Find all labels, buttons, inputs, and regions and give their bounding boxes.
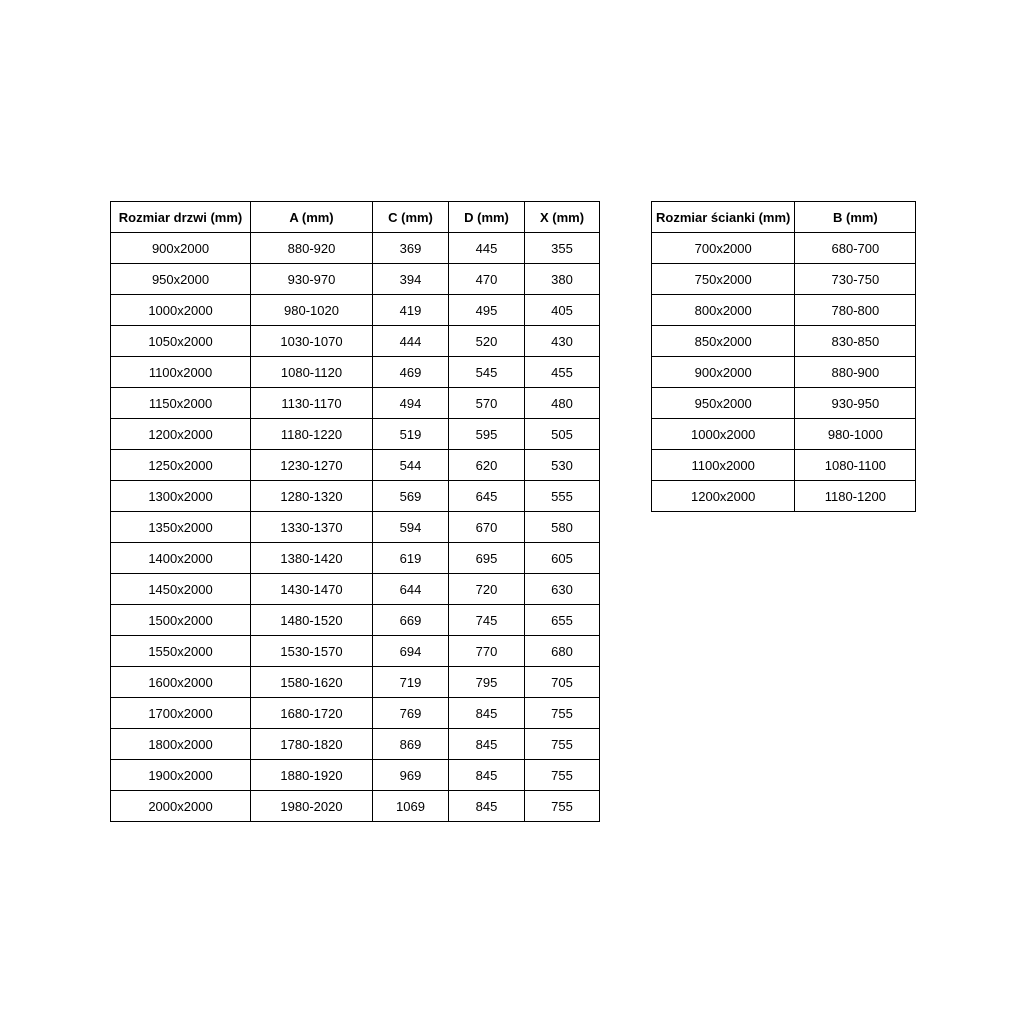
table-cell: 580	[525, 512, 600, 543]
column-header: D (mm)	[449, 202, 525, 233]
table-cell: 1550x2000	[111, 636, 251, 667]
table-row	[111, 791, 600, 822]
table-row	[111, 605, 600, 636]
table-cell: 430	[525, 326, 600, 357]
table-cell: 845	[449, 760, 525, 791]
table-cell: 405	[525, 295, 600, 326]
table-cell: 1330-1370	[251, 512, 373, 543]
table-cell: 755	[525, 729, 600, 760]
column-header: Rozmiar ścianki (mm)	[652, 202, 795, 233]
table-cell: 770	[449, 636, 525, 667]
table-cell: 644	[373, 574, 449, 605]
table-cell: 745	[449, 605, 525, 636]
table-cell: 530	[525, 450, 600, 481]
table-cell: 1280-1320	[251, 481, 373, 512]
table-cell: 1300x2000	[111, 481, 251, 512]
table-cell: 845	[449, 791, 525, 822]
table-cell: 1100x2000	[111, 357, 251, 388]
table-cell: 720	[449, 574, 525, 605]
table-cell: 730-750	[795, 264, 916, 295]
table-cell: 1069	[373, 791, 449, 822]
table-cell: 1780-1820	[251, 729, 373, 760]
table-cell: 1180-1220	[251, 419, 373, 450]
table-cell: 680-700	[795, 233, 916, 264]
table-cell: 469	[373, 357, 449, 388]
table-body	[111, 233, 600, 822]
table-cell: 900x2000	[111, 233, 251, 264]
table-row	[111, 233, 600, 264]
column-header: Rozmiar drzwi (mm)	[111, 202, 251, 233]
table-cell: 680	[525, 636, 600, 667]
table-row	[111, 636, 600, 667]
table-cell: 419	[373, 295, 449, 326]
table-cell: 930-970	[251, 264, 373, 295]
table-cell: 594	[373, 512, 449, 543]
table-cell: 495	[449, 295, 525, 326]
header-row	[652, 202, 916, 233]
table-cell: 750x2000	[652, 264, 795, 295]
table-cell: 570	[449, 388, 525, 419]
table-cell: 445	[449, 233, 525, 264]
table-cell: 620	[449, 450, 525, 481]
table-cell: 694	[373, 636, 449, 667]
table-cell: 355	[525, 233, 600, 264]
table-cell: 1000x2000	[652, 419, 795, 450]
table-cell: 520	[449, 326, 525, 357]
table-cell: 470	[449, 264, 525, 295]
table-cell: 980-1020	[251, 295, 373, 326]
table-cell: 494	[373, 388, 449, 419]
table-cell: 630	[525, 574, 600, 605]
table-cell: 980-1000	[795, 419, 916, 450]
table-cell: 1130-1170	[251, 388, 373, 419]
table-cell: 1800x2000	[111, 729, 251, 760]
table-row	[652, 419, 916, 450]
wall-dimensions-table	[651, 201, 916, 512]
table-cell: 780-800	[795, 295, 916, 326]
table-cell: 655	[525, 605, 600, 636]
table-cell: 380	[525, 264, 600, 295]
table-row	[111, 760, 600, 791]
column-header: X (mm)	[525, 202, 600, 233]
table-cell: 755	[525, 791, 600, 822]
table-cell: 369	[373, 233, 449, 264]
column-header: A (mm)	[251, 202, 373, 233]
table-row	[111, 326, 600, 357]
table-cell: 1450x2000	[111, 574, 251, 605]
table-cell: 545	[449, 357, 525, 388]
table-cell: 569	[373, 481, 449, 512]
table-cell: 900x2000	[652, 357, 795, 388]
table-row	[652, 233, 916, 264]
table-cell: 480	[525, 388, 600, 419]
table-cell: 1530-1570	[251, 636, 373, 667]
column-header: B (mm)	[795, 202, 916, 233]
table-cell: 2000x2000	[111, 791, 251, 822]
table-cell: 1680-1720	[251, 698, 373, 729]
table-cell: 1900x2000	[111, 760, 251, 791]
table-cell: 845	[449, 698, 525, 729]
table-row	[652, 357, 916, 388]
table-row	[111, 543, 600, 574]
table-cell: 795	[449, 667, 525, 698]
table-row	[111, 419, 600, 450]
table-cell: 605	[525, 543, 600, 574]
table-cell: 1200x2000	[111, 419, 251, 450]
table-cell: 950x2000	[111, 264, 251, 295]
table-row	[652, 326, 916, 357]
table-row	[652, 388, 916, 419]
table-header	[111, 202, 600, 233]
table-cell: 1050x2000	[111, 326, 251, 357]
table-cell: 645	[449, 481, 525, 512]
table-cell: 595	[449, 419, 525, 450]
table-row	[111, 295, 600, 326]
table-cell: 1580-1620	[251, 667, 373, 698]
table-cell: 880-920	[251, 233, 373, 264]
table-row	[111, 574, 600, 605]
table-cell: 1700x2000	[111, 698, 251, 729]
table-row	[111, 667, 600, 698]
table-cell: 1430-1470	[251, 574, 373, 605]
table-cell: 850x2000	[652, 326, 795, 357]
table-cell: 830-850	[795, 326, 916, 357]
table-cell: 700x2000	[652, 233, 795, 264]
table-cell: 1600x2000	[111, 667, 251, 698]
table-cell: 394	[373, 264, 449, 295]
table-row	[111, 512, 600, 543]
table-cell: 1080-1100	[795, 450, 916, 481]
table-cell: 670	[449, 512, 525, 543]
door-dimensions-table	[110, 201, 600, 822]
table-cell: 930-950	[795, 388, 916, 419]
table-cell: 719	[373, 667, 449, 698]
table-cell: 519	[373, 419, 449, 450]
table-cell: 1880-1920	[251, 760, 373, 791]
table-cell: 1480-1520	[251, 605, 373, 636]
table-cell: 1030-1070	[251, 326, 373, 357]
table-cell: 869	[373, 729, 449, 760]
table-cell: 1350x2000	[111, 512, 251, 543]
table-cell: 1250x2000	[111, 450, 251, 481]
table-cell: 950x2000	[652, 388, 795, 419]
table-cell: 1080-1120	[251, 357, 373, 388]
table-cell: 444	[373, 326, 449, 357]
column-header: C (mm)	[373, 202, 449, 233]
table-cell: 755	[525, 760, 600, 791]
table-cell: 544	[373, 450, 449, 481]
table-row	[111, 357, 600, 388]
table-row	[111, 264, 600, 295]
table-cell: 1200x2000	[652, 481, 795, 512]
table-cell: 695	[449, 543, 525, 574]
table-cell: 669	[373, 605, 449, 636]
table-cell: 1500x2000	[111, 605, 251, 636]
table-cell: 800x2000	[652, 295, 795, 326]
table-cell: 619	[373, 543, 449, 574]
table-cell: 1000x2000	[111, 295, 251, 326]
table-cell: 555	[525, 481, 600, 512]
table-cell: 1100x2000	[652, 450, 795, 481]
table-row	[111, 388, 600, 419]
table-cell: 1180-1200	[795, 481, 916, 512]
table-cell: 1230-1270	[251, 450, 373, 481]
table-row	[652, 481, 916, 512]
table-cell: 1400x2000	[111, 543, 251, 574]
table-cell: 969	[373, 760, 449, 791]
table-row	[652, 295, 916, 326]
table-row	[652, 450, 916, 481]
table-cell: 845	[449, 729, 525, 760]
table-header	[652, 202, 916, 233]
table-cell: 1380-1420	[251, 543, 373, 574]
table-row	[111, 698, 600, 729]
table-cell: 769	[373, 698, 449, 729]
table-row	[111, 481, 600, 512]
table-cell: 1150x2000	[111, 388, 251, 419]
table-cell: 755	[525, 698, 600, 729]
table-cell: 880-900	[795, 357, 916, 388]
table-cell: 505	[525, 419, 600, 450]
table-body	[652, 233, 916, 512]
table-row	[111, 450, 600, 481]
header-row	[111, 202, 600, 233]
table-row	[652, 264, 916, 295]
table-row	[111, 729, 600, 760]
table-cell: 705	[525, 667, 600, 698]
table-cell: 455	[525, 357, 600, 388]
table-cell: 1980-2020	[251, 791, 373, 822]
